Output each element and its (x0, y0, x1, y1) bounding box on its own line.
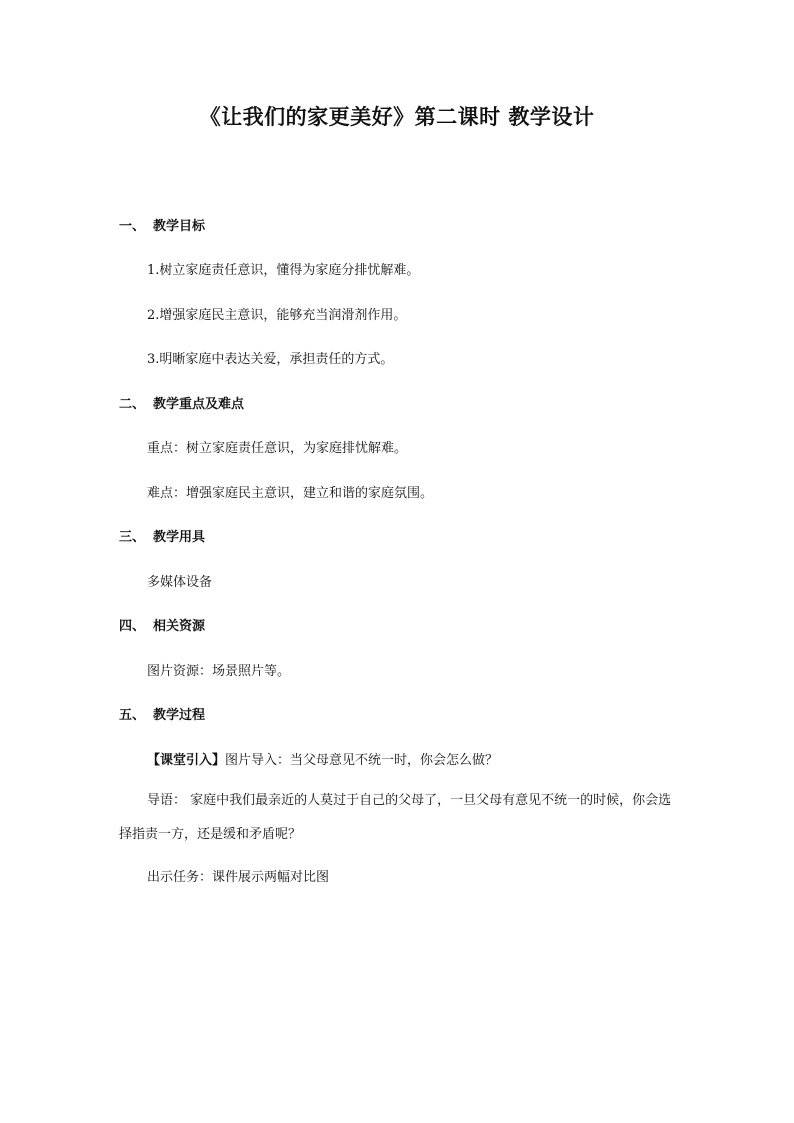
paragraph-key-point: 重点：树立家庭责任意识，为家庭排忧解难。 (147, 441, 408, 456)
section-number: 三、 (119, 530, 146, 545)
document-title: 《让我们的家更美好》第二课时 教学设计 (199, 104, 595, 129)
section-number: 二、 (119, 397, 146, 412)
paragraph-task: 出示任务：课件展示两幅对比图 (147, 870, 330, 885)
section-heading-resources (119, 615, 205, 634)
section-title: 教学过程 (153, 708, 206, 723)
section-number: 四、 (119, 619, 146, 634)
section-title: 教学目标 (153, 219, 206, 234)
section-title: 相关资源 (153, 619, 206, 634)
paragraph-objective-3: 3.明晰家庭中表达关爱，承担责任的方式。 (147, 352, 394, 367)
section-number: 五、 (119, 708, 146, 723)
paragraph-difficulty: 难点：增强家庭民主意识，建立和谐的家庭氛围。 (147, 486, 434, 501)
paragraph-objective-2: 2.增强家庭民主意识，能够充当润滑剂作用。 (147, 308, 407, 323)
paragraph-tools: 多媒体设备 (147, 575, 213, 590)
paragraph-objective-1: 1.树立家庭责任意识，懂得为家庭分排忧解难。 (147, 263, 420, 278)
intro-text: 图片导入：当父母意见不统一时，你会怎么做？ (225, 753, 499, 768)
paragraph-resources: 图片资源：场景照片等。 (147, 664, 291, 679)
section-heading-tools (119, 526, 205, 545)
paragraph-intro (147, 749, 498, 768)
section-title: 教学重点及难点 (153, 397, 245, 412)
paragraph-guide: 导语： 家庭中我们最亲近的人莫过于自己的父母了，一旦父母有意见不统一的时候，你会选择指责一方，还是缓和矛盾呢？ (119, 793, 672, 842)
section-number: 一、 (119, 219, 146, 234)
section-heading-process (119, 704, 205, 723)
section-title: 教学用具 (153, 530, 206, 545)
section-heading-key-points (119, 393, 244, 412)
section-heading-objectives (119, 215, 205, 234)
intro-label: 【课堂引入】 (147, 753, 226, 768)
